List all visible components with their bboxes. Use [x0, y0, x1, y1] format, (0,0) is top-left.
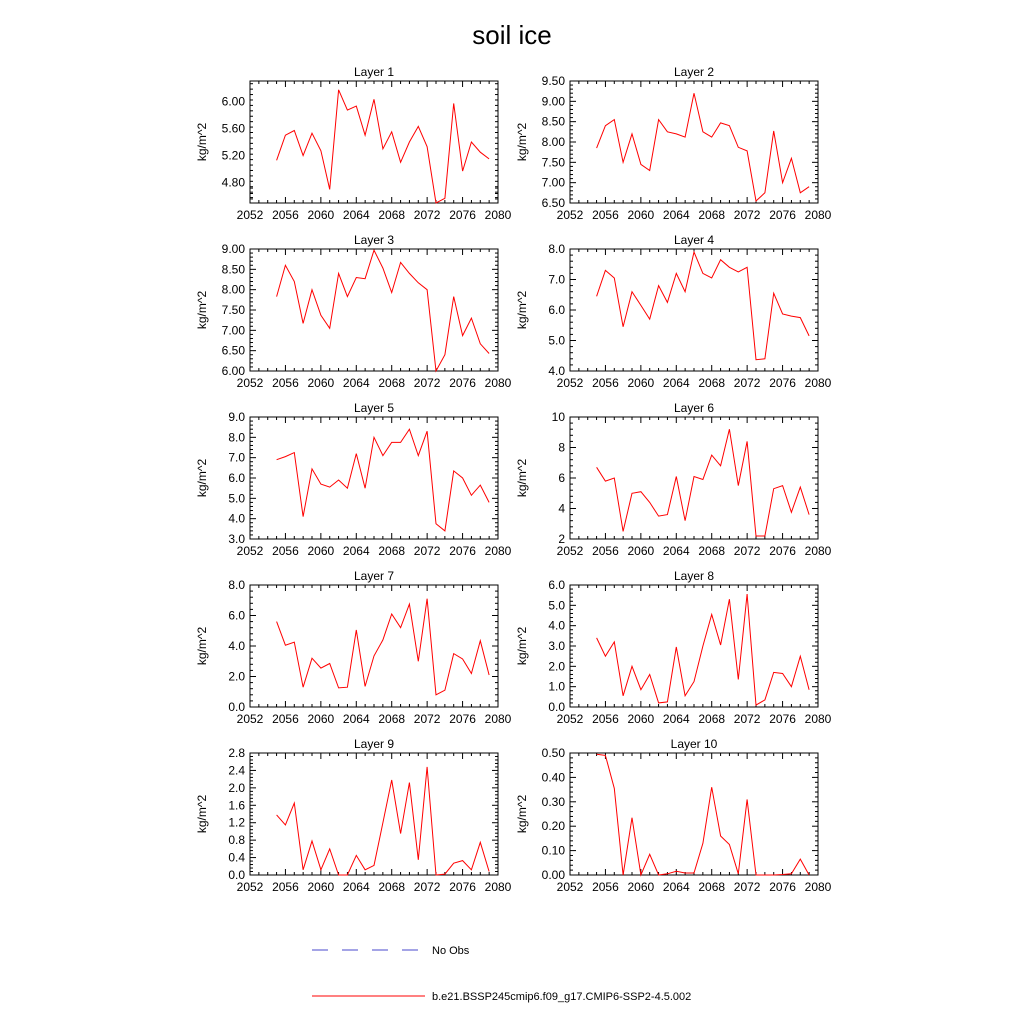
y-tick-label: 3.0 — [548, 639, 565, 653]
x-tick-label: 2072 — [733, 880, 761, 894]
panel-title-layer-2: Layer 2 — [673, 65, 715, 79]
x-tick-label: 2076 — [769, 376, 796, 390]
x-tick-label: 2064 — [342, 880, 370, 894]
y-tick-label: 8 — [558, 440, 565, 455]
series-line-layer-3 — [277, 250, 490, 371]
panel-layer-7 — [195, 569, 512, 726]
panel-title-layer-9: Layer 9 — [353, 737, 395, 751]
y-tick-label: 4.0 — [548, 618, 565, 633]
series-line-layer-2 — [597, 93, 810, 201]
y-tick-label: 9.00 — [221, 242, 245, 256]
x-tick-label: 2080 — [804, 880, 832, 894]
y-axis-label: kg/m^2 — [515, 626, 529, 666]
y-tick-label: 0.0 — [548, 700, 565, 714]
y-tick-label: 8.00 — [541, 135, 565, 149]
x-tick-label: 2068 — [698, 376, 726, 390]
panel-title-layer-6: Layer 6 — [673, 401, 715, 415]
x-tick-label: 2064 — [342, 376, 370, 390]
y-tick-label: 2.0 — [548, 659, 565, 674]
legend-obs-label: No Obs — [432, 945, 470, 957]
y-tick-label: 4 — [558, 501, 565, 516]
y-tick-label: 0.0 — [228, 700, 245, 714]
x-tick-label: 2072 — [413, 208, 441, 222]
x-tick-label: 2068 — [378, 208, 406, 222]
panel-layer-10 — [515, 737, 832, 894]
y-tick-label: 2.0 — [228, 669, 245, 684]
panel-layer-2 — [515, 65, 832, 222]
series-line-layer-6 — [597, 429, 810, 536]
x-tick-label: 2068 — [698, 208, 726, 222]
series-line-layer-5 — [277, 429, 490, 531]
x-tick-label: 2060 — [307, 880, 335, 894]
y-tick-label: 9.00 — [541, 94, 565, 109]
series-line-layer-10 — [597, 754, 810, 875]
y-tick-label: 8.00 — [221, 282, 245, 297]
plot-frame — [250, 417, 498, 539]
x-tick-label: 2064 — [342, 712, 370, 726]
y-tick-label: 4.0 — [548, 364, 565, 378]
y-tick-label: 7.50 — [221, 303, 245, 317]
x-tick-label: 2060 — [627, 712, 655, 726]
x-tick-label: 2060 — [627, 544, 655, 558]
x-tick-label: 2052 — [236, 712, 264, 726]
x-tick-label: 2076 — [769, 712, 796, 726]
y-axis-label: kg/m^2 — [195, 626, 209, 666]
x-tick-label: 2068 — [378, 376, 406, 390]
panel-title-layer-10: Layer 10 — [670, 737, 718, 751]
x-tick-label: 2076 — [769, 208, 796, 222]
y-tick-label: 5.0 — [548, 598, 565, 613]
y-axis-label: kg/m^2 — [515, 458, 529, 498]
x-tick-label: 2052 — [236, 544, 264, 558]
plot-frame — [250, 249, 498, 371]
x-tick-label: 2064 — [662, 208, 690, 222]
x-tick-label: 2076 — [449, 376, 476, 390]
x-tick-label: 2060 — [307, 712, 335, 726]
x-tick-label: 2064 — [342, 544, 370, 558]
legend — [312, 945, 691, 1003]
series-line-layer-4 — [597, 252, 810, 360]
x-tick-label: 2064 — [662, 712, 690, 726]
x-tick-label: 2064 — [342, 208, 370, 222]
panel-title-layer-4: Layer 4 — [673, 233, 715, 247]
x-tick-label: 2068 — [378, 880, 406, 894]
y-tick-label: 8.0 — [228, 430, 245, 445]
x-tick-label: 2060 — [307, 208, 335, 222]
x-tick-label: 2072 — [733, 712, 761, 726]
panel-title-layer-1: Layer 1 — [353, 65, 395, 79]
x-tick-label: 2072 — [733, 208, 761, 222]
y-tick-label: 3.0 — [228, 532, 245, 546]
x-tick-label: 2056 — [272, 376, 299, 390]
y-tick-label: 8.0 — [228, 578, 245, 592]
panel-title-layer-3: Layer 3 — [353, 233, 395, 247]
x-tick-label: 2068 — [698, 712, 726, 726]
x-tick-label: 2072 — [413, 712, 441, 726]
x-tick-label: 2068 — [378, 544, 406, 558]
x-tick-label: 2060 — [307, 544, 335, 558]
y-tick-label: 6.00 — [221, 94, 245, 109]
x-tick-label: 2052 — [556, 880, 584, 894]
x-tick-label: 2056 — [592, 880, 619, 894]
x-tick-label: 2068 — [698, 880, 726, 894]
x-tick-label: 2080 — [804, 376, 832, 390]
panel-title-layer-7: Layer 7 — [353, 569, 395, 583]
x-tick-label: 2056 — [592, 712, 619, 726]
x-tick-label: 2052 — [556, 208, 584, 222]
x-tick-label: 2080 — [804, 712, 832, 726]
x-tick-label: 2056 — [592, 208, 619, 222]
y-tick-label: 7.0 — [228, 450, 245, 465]
y-tick-label: 5.20 — [221, 148, 245, 163]
y-tick-label: 8.50 — [221, 262, 245, 277]
y-tick-label: 9.50 — [541, 74, 565, 88]
y-tick-label: 1.6 — [228, 798, 245, 813]
x-tick-label: 2052 — [556, 544, 584, 558]
y-tick-label: 0.4 — [228, 850, 245, 865]
series-line-layer-7 — [277, 599, 490, 695]
y-tick-label: 0.50 — [541, 746, 565, 760]
x-tick-label: 2064 — [662, 544, 690, 558]
y-tick-label: 10 — [551, 410, 565, 424]
x-tick-label: 2076 — [449, 544, 476, 558]
y-tick-label: 7.00 — [221, 323, 245, 338]
chart-title: soil ice — [472, 20, 552, 50]
x-tick-label: 2052 — [556, 712, 584, 726]
plot-frame — [570, 81, 818, 203]
panel-layer-3 — [195, 233, 512, 390]
x-tick-label: 2056 — [592, 544, 619, 558]
x-tick-label: 2056 — [272, 544, 299, 558]
y-tick-label: 6.0 — [228, 608, 245, 623]
y-tick-label: 4.80 — [221, 175, 245, 190]
y-tick-label: 2.8 — [228, 746, 245, 760]
series-line-layer-1 — [277, 90, 490, 203]
y-axis-label: kg/m^2 — [195, 794, 209, 834]
x-tick-label: 2080 — [484, 376, 512, 390]
x-tick-label: 2052 — [556, 376, 584, 390]
panel-layer-4 — [515, 233, 832, 390]
y-tick-label: 7.00 — [541, 175, 565, 190]
plot-frame — [250, 585, 498, 707]
y-tick-label: 0.20 — [541, 819, 565, 834]
y-tick-label: 6.0 — [548, 303, 565, 317]
y-tick-label: 9.0 — [228, 410, 245, 424]
y-tick-label: 2.4 — [228, 763, 245, 778]
panels — [195, 65, 832, 894]
panel-layer-6 — [515, 401, 832, 558]
series-line-layer-9 — [277, 767, 490, 875]
panel-title-layer-8: Layer 8 — [673, 569, 715, 583]
x-tick-label: 2080 — [804, 208, 832, 222]
x-tick-label: 2076 — [769, 880, 796, 894]
panel-title-layer-5: Layer 5 — [353, 401, 395, 415]
y-tick-label: 7.50 — [541, 155, 565, 170]
y-tick-label: 4.0 — [228, 639, 245, 653]
x-tick-label: 2056 — [272, 712, 299, 726]
x-tick-label: 2052 — [236, 880, 264, 894]
x-tick-label: 2060 — [627, 376, 655, 390]
x-tick-label: 2080 — [484, 208, 512, 222]
y-tick-label: 7.0 — [548, 272, 565, 287]
x-tick-label: 2076 — [449, 712, 476, 726]
x-tick-label: 2056 — [592, 376, 619, 390]
y-tick-label: 0.40 — [541, 770, 565, 785]
y-tick-label: 6.0 — [228, 471, 245, 485]
x-tick-label: 2080 — [484, 712, 512, 726]
plot-frame — [570, 753, 818, 875]
y-tick-label: 1.0 — [548, 679, 565, 694]
y-tick-label: 5.60 — [221, 121, 245, 136]
x-tick-label: 2060 — [627, 880, 655, 894]
y-tick-label: 5.0 — [548, 333, 565, 348]
x-tick-label: 2072 — [413, 376, 441, 390]
x-tick-label: 2080 — [484, 544, 512, 558]
y-tick-label: 6.00 — [221, 364, 245, 378]
x-tick-label: 2052 — [236, 208, 264, 222]
x-tick-label: 2064 — [662, 376, 690, 390]
x-tick-label: 2060 — [627, 208, 655, 222]
y-axis-label: kg/m^2 — [195, 122, 209, 162]
x-tick-label: 2080 — [484, 880, 512, 894]
y-tick-label: 8.50 — [541, 114, 565, 129]
y-tick-label: 6.50 — [221, 343, 245, 358]
y-tick-label: 2.0 — [228, 780, 245, 795]
x-tick-label: 2064 — [662, 880, 690, 894]
y-tick-label: 2 — [558, 532, 565, 546]
x-tick-label: 2068 — [698, 544, 726, 558]
y-tick-label: 0.30 — [541, 794, 565, 809]
x-tick-label: 2052 — [236, 376, 264, 390]
y-axis-label: kg/m^2 — [515, 290, 529, 330]
series-line-layer-8 — [597, 594, 810, 705]
x-tick-label: 2076 — [449, 880, 476, 894]
x-tick-label: 2072 — [733, 544, 761, 558]
plot-frame — [570, 585, 818, 707]
y-axis-label: kg/m^2 — [515, 794, 529, 834]
panel-layer-1 — [195, 65, 512, 222]
y-tick-label: 5.0 — [228, 491, 245, 506]
y-tick-label: 6.50 — [541, 196, 565, 210]
x-tick-label: 2072 — [413, 880, 441, 894]
y-axis-label: kg/m^2 — [195, 458, 209, 498]
y-tick-label: 0.8 — [228, 833, 245, 848]
x-tick-label: 2080 — [804, 544, 832, 558]
x-tick-label: 2056 — [272, 208, 299, 222]
y-tick-label: 0.00 — [541, 868, 565, 882]
y-tick-label: 0.10 — [541, 843, 565, 858]
panel-layer-5 — [195, 401, 512, 558]
x-tick-label: 2076 — [769, 544, 796, 558]
panel-layer-8 — [515, 569, 832, 726]
y-tick-label: 4.0 — [228, 511, 245, 526]
x-tick-label: 2060 — [307, 376, 335, 390]
y-axis-label: kg/m^2 — [195, 290, 209, 330]
x-tick-label: 2072 — [733, 376, 761, 390]
panel-layer-9 — [195, 737, 512, 894]
x-tick-label: 2068 — [378, 712, 406, 726]
x-tick-label: 2076 — [449, 208, 476, 222]
x-tick-label: 2056 — [272, 880, 299, 894]
y-tick-label: 0.0 — [228, 868, 245, 882]
plot-frame — [250, 753, 498, 875]
y-tick-label: 8.0 — [548, 242, 565, 256]
y-tick-label: 6 — [558, 471, 565, 485]
y-tick-label: 6.0 — [548, 578, 565, 592]
x-tick-label: 2072 — [413, 544, 441, 558]
y-tick-label: 1.2 — [228, 815, 245, 830]
legend-model-label: b.e21.BSSP245cmip6.f09_g17.CMIP6-SSP2-4.5.002 — [432, 991, 692, 1003]
y-axis-label: kg/m^2 — [515, 122, 529, 162]
